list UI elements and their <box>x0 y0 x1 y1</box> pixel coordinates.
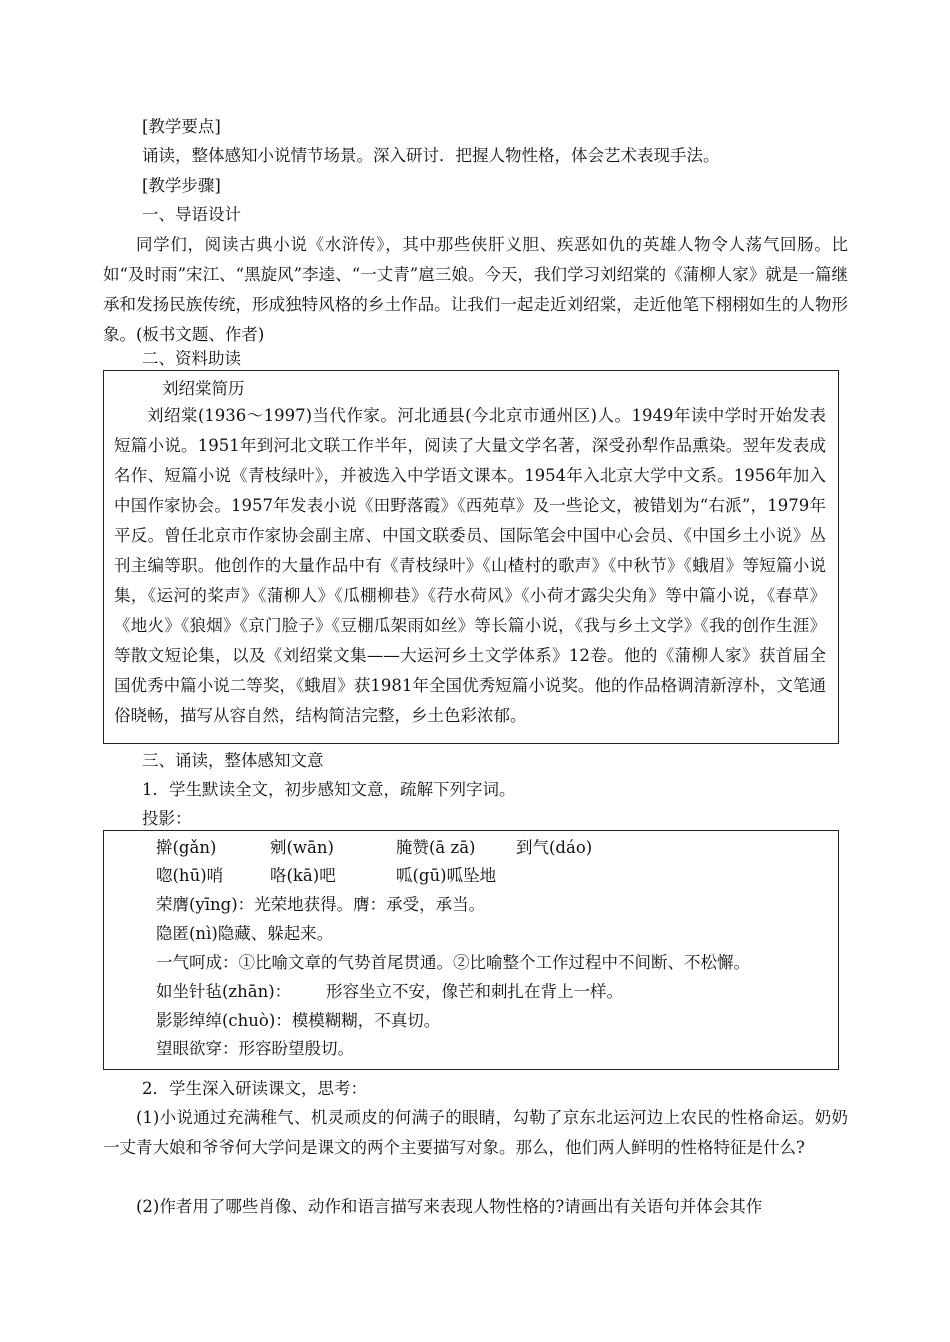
question-2: (2)作者用了哪些肖像、动作和语言描写来表现人物性格的?请画出有关语句并体会其作 <box>136 1197 763 1216</box>
vocab-definition-meaning: 形容坐立不安，像芒和刺扎在背上一样。 <box>326 982 623 1001</box>
bio-text: 刘绍棠(1936～1997)当代作家。河北通县(今北京市通州区)人。1949年读中学时开始发表短篇小说。1951年到河北文联工作半年，阅读了大量文学名著，深受孙犁作品熏染。翌年发表成名作、短篇小说《青枝绿叶》，并被选入中学语文课本。1954年入北京大学中文系。1956年加入中国作家协会。1957年发表小说《田野落霞》《西苑草》及一些论文，被错划为“右派”，1979年平反。曾任北京市作家协会副主席、中国文联委员、国际笔会中国中心会员、《中国乡土小说》丛刊主编等职。他创作的大量作品中有《青枝绿叶》《山楂村的歌声》《中秋节》《蛾眉》等短篇小说集，《运河的桨声》《蒲柳人》《瓜棚柳巷》《荇水荷风》《小荷才露尖尖角》等中篇小说，《春草》《地火》《狼烟》《京门脸子》《豆棚瓜架雨如丝》等长篇小说，《我与乡土文学》《我的创作生涯》等散文短论集，以及《刘绍棠文集——大运河乡土文学体系》12卷。他的《蒲柳人家》获首届全国优秀中篇小说二等奖，《蛾眉》获1981年全国优秀短篇小说奖。他的作品格调清新淳朴，文笔通俗晓畅，描写从容自然，结构简洁完整，乡土色彩浓郁。 <box>114 406 826 725</box>
vocab-definition: 隐匿(nì)隐藏、躲起来。 <box>156 924 334 943</box>
vocab-definition-term: 如坐针毡(zhān)： <box>156 982 292 1001</box>
vocab-definition: 荣膺(yīng)：光荣地获得。膺：承受，承当。 <box>156 895 486 914</box>
steps-heading: [教学步骤] <box>142 176 221 195</box>
vocab-definition: 一气呵成：①比喻文章的气势首尾贯通。②比喻整个工作过程中不间断、不松懈。 <box>156 953 750 972</box>
vocab-item: 腌赞(ā zā) <box>396 838 476 857</box>
step1-text: 1．学生默读全文，初步感知文意，疏解下列字词。 <box>142 780 516 799</box>
step2-text: 2．学生深入研读课文，思考： <box>142 1079 367 1098</box>
vocab-item: 唿(hū)哨 <box>156 866 224 885</box>
question-1: (1)小说通过充满稚气、机灵顽皮的何满子的眼睛，勾勒了京东北运河边上农民的性格命运。奶奶一丈青大娘和爷爷何大学问是课文的两个主要描写对象。那么，他们两人鲜明的性格特征是什么? <box>103 1108 848 1157</box>
key-points-heading: [教学要点] <box>142 117 221 136</box>
section2-heading: 二、资料助读 <box>142 349 241 368</box>
projection-label: 投影： <box>142 809 192 828</box>
bio-title: 刘绍棠简历 <box>162 379 245 398</box>
vocab-item: 擀(gǎn) <box>156 838 217 857</box>
vocab-item: 到气(dáo) <box>516 838 593 857</box>
vocab-definition: 影影绰绰(chuò)：模模糊糊，不真切。 <box>156 1011 441 1030</box>
key-points-text: 诵读，整体感知小说情节场景。深入研讨．把握人物性格，体会艺术表现手法。 <box>142 146 720 165</box>
vocab-item: 剜(wān) <box>270 838 334 857</box>
vocab-definition: 望眼欲穿：形容盼望殷切。 <box>156 1039 354 1058</box>
bio-box <box>103 370 839 744</box>
intro-paragraph: 同学们，阅读古典小说《水浒传》，其中那些侠肝义胆、疾恶如仇的英雄人物令人荡气回肠。比如“及时雨”宋江、“黑旋风”李逵、“一丈青”扈三娘。今天，我们学习刘绍棠的《蒲柳人家》就是一篇继承和发扬民族传统，形成独特风格的乡土作品。让我们一起走近刘绍棠，走近他笔下栩栩如生的人物形象。(板书文题、作者) <box>103 235 848 344</box>
vocab-item: 呱(gū)呱坠地 <box>396 866 497 885</box>
section3-heading: 三、诵读，整体感知文意 <box>142 751 324 770</box>
vocab-box <box>103 830 839 1070</box>
section1-heading: 一、导语设计 <box>142 205 241 224</box>
vocab-item: 咯(kā)吧 <box>270 866 336 885</box>
